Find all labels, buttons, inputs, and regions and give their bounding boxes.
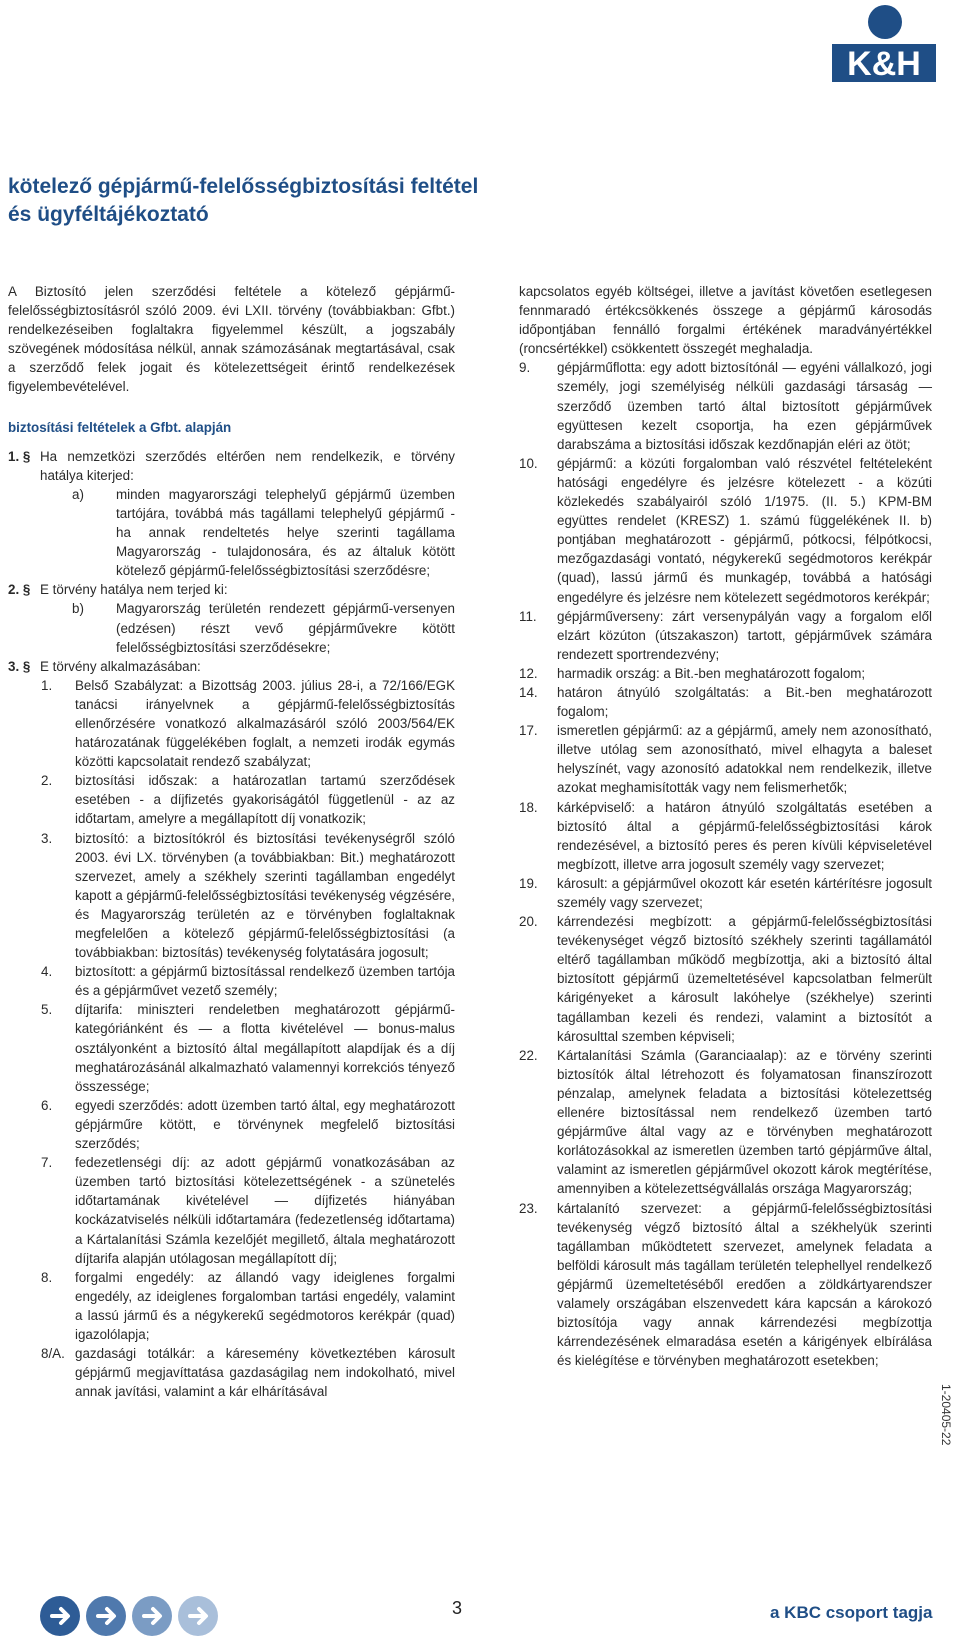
continued-text: kapcsolatos egyéb költségei, illetve a javítást követően esetlegesen fennmaradó értékcsökkenés összege a gépjármű károsodás időpontjában fennálló forgalmi értékének maradványértékkel (roncsértékkel) csökkentett összegét meghaladja. [519,284,932,357]
section-2-b [8,599,455,656]
definition-number: 9. [519,360,531,376]
definition-text: gépjárműflotta: egy adott biztosítónál — egyéni vállalkozó, jogi személy, jogi személyiség nélküli gazdasági társaság — szerződő üzemben tartó által biztosított gépjárművek együttesen kezelt csoportja, ha ezen gépjárművek darabszáma a biztosítási időszak kezdőnapján eléri az ötöt; [557,360,932,452]
section-2 [8,580,455,599]
definition-text: kárrendezési megbízott: a gépjármű-felelősségbiztosítási tevékenységet végző biztosító székhely szerinti tagállamától eltérő tagállamban működő megbízottja, aki a biztosító által biztosított gépjármű üzemeltetésével kapcsolatban felmerült kárigényeket a károsult lakóhelye (székhelye) szerinti tagállamban kezeli és rendezi, valamint a biztosítót a károsulttal szemben képviseli; [557,914,932,1044]
definition-number: 7. [41,1155,53,1171]
definition-number: 20. [519,914,538,930]
definition-item [8,771,455,828]
definition-number: 3. [41,830,53,846]
left-column [8,282,455,1401]
definition-text: harmadik ország: a Bit.-ben meghatározott fogalom; [557,665,866,681]
definition-text: gazdasági totálkár: a káresemény következtében károsult gépjármű megjavíttatása gazdaságilag nem indokolható, mivel annak javítási, valamint a kár elhárításával [75,1346,455,1400]
definition-item [8,1268,455,1344]
definition-item [519,798,932,874]
arrow-icon [86,1596,126,1636]
arrow-icon [178,1596,218,1636]
document-title [8,173,608,229]
definition-number: 10. [519,455,538,471]
definition-text: biztosító: a biztosítókról és biztosítási tevékenységről szóló 2003. évi LX. törvényben (a továbbiakban: Bit.) meghatározott szervezet, amely a székhely szerinti tagállamban engedélyt kapott a gépjármű-felelősségbiztosítási tevékenység végzésére, és Magyarország területén az e törvényben foglaltaknak megfelelően a kötelező gépjármű-felelősségbiztosítási (a továbbiakban: biztosítás) tevékenység folytatására jogosult; [75,830,455,961]
definition-item [8,962,455,1000]
definition-item [519,607,932,664]
definition-item [8,1344,455,1401]
definition-number: 17. [519,723,538,739]
arrow-icon [132,1596,172,1636]
definition-number: 8. [41,1269,53,1285]
definition-item [8,829,455,963]
definition-number: 4. [41,964,53,980]
definition-text: gépjárműverseny: zárt versenypályán vagy a forgalom elől elzárt közúton (útszakaszon) tartott, gépjárművek számára rendezett sportrendezvény; [557,608,932,662]
definition-number: 11. [519,608,537,624]
definition-number: 14. [519,684,538,700]
definition-item [519,683,932,721]
section-1-a [8,485,455,580]
document-code-text: 1-20405-22 [939,1384,953,1446]
definition-text: kárképviselő: a határon átnyúló szolgáltatás esetében a biztosító által a gépjármű-felelősségbiztosítási károk rendezésével, a biztosító peres és peren kívüli képviseletével megbízott, illetve arra jogosult személy vagy szervezet; [557,799,932,872]
item-text: Magyarország területén rendezett gépjármű-versenyen (edzésen) részt vevő gépjárművekre kötött felelősségbiztosítási szerződésekre; [116,601,455,655]
item-label: b) [72,601,84,617]
definition-text: kártalanító szervezet: a gépjármű-felelősségbiztosítási tevékenység végző biztosító által a székhelyük szerinti tagállamban működtetett szervezet, amelynek feladata a belföldi károsult más tagállam területén telephellyel rendelkező gépjármű üzemeltetéséből eredően a zöldkártyarendszer valamely országában elszenvedett kára kapcsán a károkozó biztosítója vagy annak kárrendezési megbízottja kárrendezésének elmaradása esetén a kárigények elbírálása és kielégítése e törvényben meghatározott esetekben; [557,1200,932,1369]
right-column [519,282,932,1370]
title-line-1: kötelező gépjármű-felelősségbiztosítási feltétel [8,175,479,198]
logo-text: K&H [847,45,921,83]
intro-paragraph: A Biztosító jelen szerződési feltétele a kötelező gépjármű-felelősségbiztosításról szóló 2009. évi LXII. törvény (továbbiakban: Gfbt.) rendelkezéseiben foglaltakra figyelemmel készült, a jogszabály szövegének módosítása nélkül, annak számozásának megtartásával, csak a szerződő felek jogait és kötelezettségeit érintő rendelkezések figyelembevételével. [8,284,455,395]
definition-item [519,1046,932,1199]
definition-text: ismeretlen gépjármű: az a gépjármű, amely nem azonosítható, illetve utólag sem azonosítható, mivel elhagyta a baleset helyszínét, vagy azonosító adatokkal nem rendelkezik, illetve azokat meghamisították vagy nem felismerhetők; [557,723,932,796]
definition-item [519,1199,932,1371]
definition-text: biztosítási időszak: a határozatlan tartamú szerződések esetében - a díjfizetés gyakoriságától függetlenül - az az időtartam, amelyre a megállapított díj vonatkozik; [75,773,455,827]
definition-text: biztosított: a gépjármű biztosítással rendelkező üzemben tartója és a gépjárművet vezető személy; [75,964,455,999]
section-text: E törvény alkalmazásában: [40,658,201,674]
definition-number: 5. [41,1002,53,1018]
definition-number: 1. [41,677,53,693]
definition-item [8,1000,455,1095]
definition-text: károsult: a gépjárművel okozott kár esetén kártérítésre jogosult személy vagy szervezet; [557,875,932,910]
definition-text: Belső Szabályzat: a Bizottság 2003. július 28-i, a 72/166/EGK tanácsi irányelvnek a gépjármű-felelősségbiztosítás ellenőrzésére vonatkozó alkalmazásáról szóló 2003/564/EK határozatának függelékében foglalt, a nemzeti irodák egymás közötti kapcsolatait rendező szabályzat; [75,677,455,770]
definition-text: forgalmi engedély: az állandó vagy ideiglenes forgalmi engedély, az ideiglenes forgalomban tartási engedély, valamint a lassú jármű és a négykerekű segédmotoros kerékpár (quad) igazolólapja; [75,1269,455,1342]
definition-text: gépjármű: a közúti forgalomban való részvétel feltételeként hatósági engedélyre és jelzésre kötelezett - a közúti közlekedés szabályairól szóló 1/1975. (II. 5.) KPM-BM együttes rendelet (KRESZ) 1. számú függelékének II. b) pontjában meghatározott - gépjármű, pótkocsi, félpótkocsi, mezőgazdasági vontató, négykerekű segédmotoros kerékpár (quad), lassú jármű és munkagép, továbbá a hatósági engedélyre és jelzésre nem kötelezett segédmotoros kerékpár; [557,455,932,605]
definition-item [519,721,932,797]
footer-arrows [40,1596,218,1636]
definition-item [519,454,932,607]
definition-number: 12. [519,665,538,681]
definition-item [8,1153,455,1268]
definition-number: 2. [41,773,53,789]
section-text: Ha nemzetközi szerződés eltérően nem rendelkezik, e törvény hatálya kiterjed: [40,448,455,483]
section-3 [8,657,455,676]
footer-brand-line: a KBC csoport tagja [770,1603,933,1622]
definition-item [519,664,932,683]
definition-number: 8/A. [41,1346,65,1362]
title-line-2: és ügyféltájékoztató [8,203,209,226]
section-text: E törvény hatálya nem terjed ki: [40,582,228,598]
section-1 [8,447,455,485]
definition-number: 22. [519,1047,538,1063]
definition-number: 6. [41,1097,53,1113]
page-number: 3 [452,1598,463,1618]
definition-number: 23. [519,1200,538,1216]
definition-item [519,874,932,912]
section-number: 3. § [8,658,31,674]
kh-logo [832,0,936,84]
definition-item [8,676,455,771]
definition-number: 18. [519,799,538,815]
item-label: a) [72,486,84,502]
definition-item [519,912,932,1046]
definition-text: fedezetlenségi díj: az adott gépjármű vonatkozásában az üzemben tartó biztosítási kötelezettségének - a szünetelés időtartamának kivételével — díjfizetés hiányában kockázatviselés nélküli időtartamára (fedezetlenség időtartama) a Kártalanítási Számla kezelőjét megillető, általa meghatározott díjtarifa alapján utólagosan megállapított díj; [75,1155,455,1266]
definition-text: határon átnyúló szolgáltatás: a Bit.-ben meghatározott fogalom; [557,684,932,720]
definition-number: 19. [519,875,538,891]
definition-item [8,1096,455,1153]
definition-text: díjtarifa: miniszteri rendeletben meghatározott gépjármű-kategóriánként és — a flotta kivételével — bonus-malus osztályonként a biztosító által megállapított alapdíjak és a díj meghatározásánál alkalmazható valamennyi korrekciós tényező összessége; [75,1002,455,1094]
section-number: 1. § [8,448,31,464]
definition-item [519,358,932,453]
definition-text: Kártalanítási Számla (Garanciaalap): az e törvény szerinti biztosítók által létrehozott és folyamatosan finanszírozott pénzalap, amelynek feladata a biztosítási kötelezettség ellenére biztosítással nem rendelkező üzemben tartó gépjárműve által vagy az e törvényben meghatározott korlátozásokkal az ismeretlen üzemben tartó gépjárműve által, valamint az ismeretlen gépjárművel okozott károk megtérítése, amennyiben a kötelezettségvállalás országa Magyarország; [557,1047,932,1197]
document-code [937,1384,957,1454]
section-subheading: biztosítási feltételek a Gfbt. alapján [8,419,232,435]
section-number: 2. § [8,582,31,598]
definition-text: egyedi szerződés: adott üzemben tartó által, egy meghatározott gépjárműre kötött, e törvénynek megfelelő biztosítási szerződés; [75,1097,455,1152]
arrow-icon [40,1596,80,1636]
item-text: minden magyarországi telephelyű gépjármű üzemben tartójára, továbbá más tagállami telephelyű gépjármű - ha annak rendeltetés helye szerinti tagállama Magyarország - tulajdonosára, és az általuk kötött kötelező gépjármű-felelősségbiztosítási szerződésre; [116,486,455,579]
